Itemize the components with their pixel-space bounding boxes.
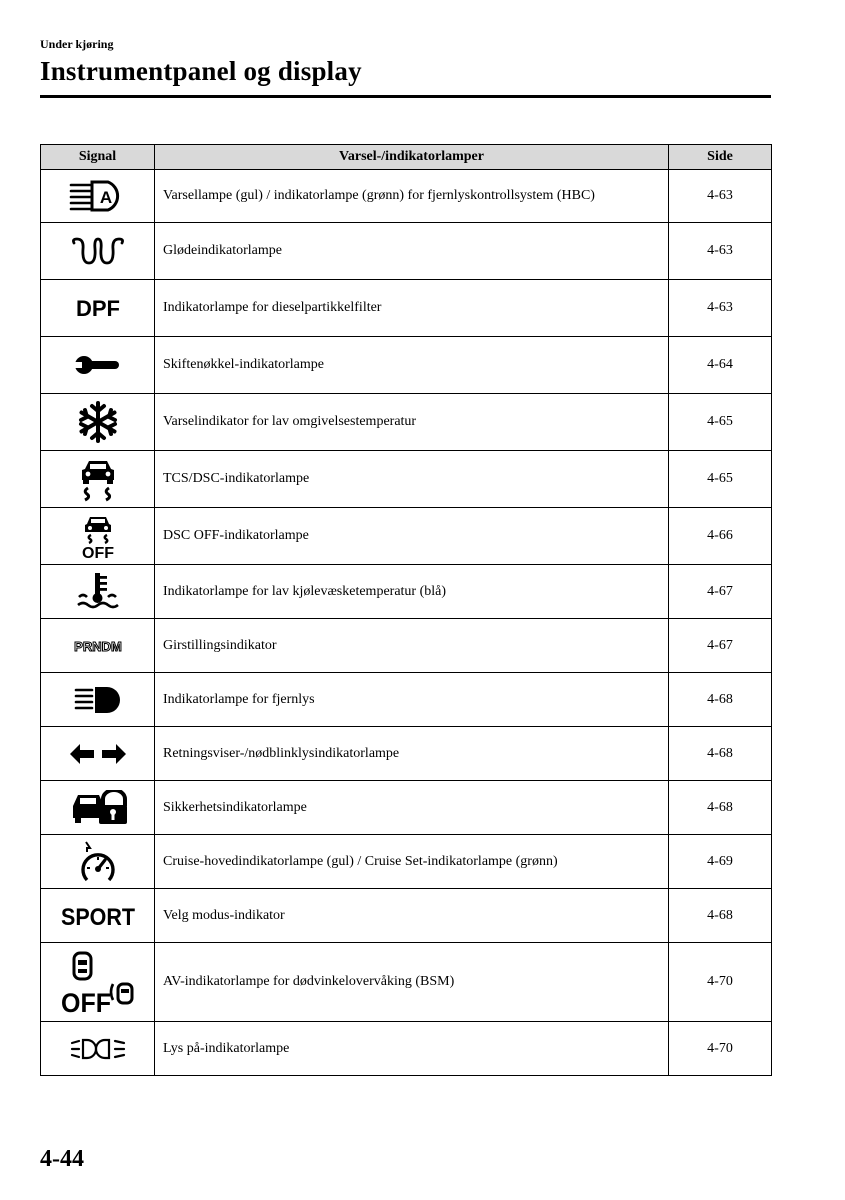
dsc-off-icon — [74, 513, 122, 559]
row-description: Indikatorlampe for fjernlys — [155, 673, 669, 727]
row-page: 4-66 — [669, 508, 772, 565]
row-page: 4-68 — [669, 781, 772, 835]
header-signal: Signal — [41, 145, 155, 170]
prndm-icon — [68, 636, 128, 656]
coolant-temp-icon — [75, 571, 121, 613]
row-description: DSC OFF-indikatorlampe — [155, 508, 669, 565]
table-row — [41, 280, 772, 337]
table-row — [41, 223, 772, 280]
sport-icon-text: SPORT — [60, 903, 135, 931]
row-page: 4-63 — [669, 280, 772, 337]
header-page: Side — [669, 145, 772, 170]
table-row — [41, 170, 772, 223]
glow-plug-icon — [70, 236, 126, 266]
lights-on-icon — [70, 1036, 126, 1062]
tcs-dsc-icon — [76, 456, 120, 502]
row-description: Girstillingsindikator — [155, 619, 669, 673]
table-row — [41, 508, 772, 565]
table-row — [41, 565, 772, 619]
row-page: 4-63 — [669, 170, 772, 223]
row-page: 4-64 — [669, 337, 772, 394]
row-description: Skiftenøkkel-indikatorlampe — [155, 337, 669, 394]
table-row — [41, 835, 772, 889]
row-description: Lys på-indikatorlampe — [155, 1022, 669, 1076]
security-icon — [69, 790, 127, 826]
section-label: Under kjøring — [40, 37, 114, 51]
table-row — [41, 943, 772, 1022]
row-description: Glødeindikatorlampe — [155, 223, 669, 280]
page-number: 4-44 — [40, 1146, 84, 1172]
row-description: Indikatorlampe for dieselpartikkelfilter — [155, 280, 669, 337]
signal-table — [40, 144, 772, 1076]
auto-high-beam-icon — [68, 179, 128, 213]
svg-text:A: A — [99, 188, 112, 207]
header-description: Varsel-/indikatorlamper — [155, 145, 669, 170]
table-row — [41, 451, 772, 508]
row-page: 4-68 — [669, 673, 772, 727]
table-row — [41, 889, 772, 943]
cruise-icon — [77, 840, 119, 884]
row-page: 4-69 — [669, 835, 772, 889]
row-page: 4-63 — [669, 223, 772, 280]
row-page: 4-70 — [669, 1022, 772, 1076]
row-page: 4-65 — [669, 451, 772, 508]
page-title: Instrumentpanel og display — [40, 56, 362, 86]
table-row — [41, 673, 772, 727]
title-rule — [40, 95, 771, 98]
row-description: Sikkerhetsindikatorlampe — [155, 781, 669, 835]
row-description: Indikatorlampe for lav kjølevæsketemperatur (blå) — [155, 565, 669, 619]
dpf-icon-text: DPF — [75, 296, 120, 321]
row-description: Velg modus-indikator — [155, 889, 669, 943]
row-page: 4-68 — [669, 889, 772, 943]
table-row — [41, 781, 772, 835]
snowflake-icon — [76, 400, 120, 444]
sport-icon — [58, 901, 138, 931]
table-row — [41, 619, 772, 673]
row-page: 4-70 — [669, 943, 772, 1022]
turn-signal-icon — [68, 742, 128, 766]
table-row — [41, 337, 772, 394]
bsm-off-icon — [57, 950, 139, 1014]
row-description: Retningsviser-/nødblinklysindikatorlampe — [155, 727, 669, 781]
row-description: Varsellampe (gul) / indikatorlampe (grønn) for fjernlyskontrollsystem (HBC) — [155, 170, 669, 223]
row-description: Varselindikator for lav omgivelsestemperatur — [155, 394, 669, 451]
table-header-row — [41, 145, 772, 170]
dsc-off-icon-text: OFF — [81, 545, 114, 559]
row-page: 4-68 — [669, 727, 772, 781]
table-row — [41, 394, 772, 451]
row-description: AV-indikatorlampe for dødvinkelovervåking (BSM) — [155, 943, 669, 1022]
row-page: 4-67 — [669, 565, 772, 619]
row-description: Cruise-hovedindikatorlampe (gul) / Cruise Set-indikatorlampe (grønn) — [155, 835, 669, 889]
dpf-icon — [68, 293, 128, 323]
row-page: 4-67 — [669, 619, 772, 673]
wrench-icon — [73, 353, 123, 377]
table-row — [41, 1022, 772, 1076]
row-page: 4-65 — [669, 394, 772, 451]
high-beam-icon — [73, 685, 123, 715]
table-row — [41, 727, 772, 781]
bsm-off-icon-text: OFF — [60, 988, 111, 1014]
prndm-icon-text: PRNDM — [73, 638, 122, 654]
row-description: TCS/DSC-indikatorlampe — [155, 451, 669, 508]
